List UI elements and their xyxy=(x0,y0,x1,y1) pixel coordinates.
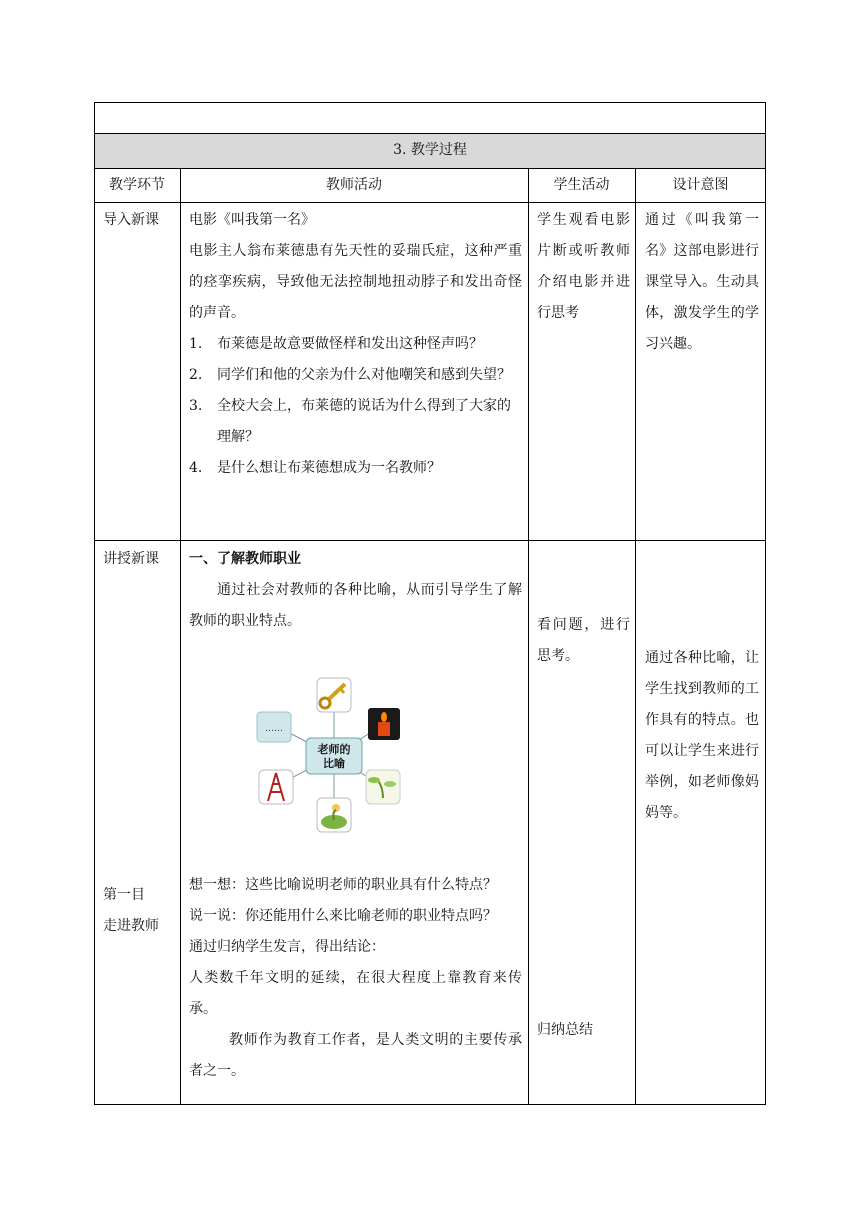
question-3 xyxy=(189,391,522,453)
question-text: 布莱德是故意要做怪样和发出这种怪声吗？ xyxy=(217,336,483,352)
question-2 xyxy=(189,360,522,391)
sprout-icon xyxy=(366,770,400,804)
question-number: 3. xyxy=(189,398,203,414)
border-h2 xyxy=(94,168,766,169)
col-divider-3 xyxy=(635,168,636,1105)
ellipsis-text: …… xyxy=(265,724,283,734)
question-1 xyxy=(189,329,522,360)
col-divider-2 xyxy=(528,168,529,1105)
candle-icon xyxy=(368,708,400,740)
question-number: 1. xyxy=(189,336,203,352)
phase-line-1: 第一目 xyxy=(103,887,145,903)
conclusion-1: 人类数千年文明的延续，在很大程度上靠教育来传承。 xyxy=(189,970,522,1017)
row1-intent: 通过《叫我第一名》这部电影进行课堂导入。生动具体，激发学生的学习兴趣。 xyxy=(645,212,759,352)
lesson-table xyxy=(94,102,766,1105)
ellipsis-box xyxy=(257,712,291,742)
header-phase: 教学环节 xyxy=(109,177,165,193)
header-intent: 设计意图 xyxy=(672,177,729,193)
key-icon xyxy=(317,678,351,712)
ladder-icon xyxy=(259,770,293,804)
section-heading: 一、了解教师职业 xyxy=(189,551,301,567)
question-text: 是什么想让布莱德想成为一名教师？ xyxy=(217,460,441,476)
question-text: 全校大会上，布莱德的说话为什么得到了大家的理解？ xyxy=(217,398,511,445)
col-divider-1 xyxy=(180,168,181,1105)
row2-intent: 通过各种比喻，让学生找到教师的工作具有的特点。也可以让学生来进行举例，如老师像妈妈等。 xyxy=(645,650,759,821)
border-h3 xyxy=(94,202,766,203)
row2-phase-top: 讲授新课 xyxy=(103,551,159,567)
header-teacher: 教师活动 xyxy=(326,177,382,193)
border-h4 xyxy=(94,540,766,541)
seedling-icon xyxy=(317,798,351,832)
conclude-prompt: 通过归纳学生发言，得出结论： xyxy=(189,939,385,955)
header-student: 学生活动 xyxy=(553,177,610,193)
row1-phase: 导入新课 xyxy=(103,212,159,228)
row2-teacher-top xyxy=(189,544,522,637)
border-h1 xyxy=(94,133,766,134)
think-prompt: 想一想：这些比喻说明老师的职业具有什么特点？ xyxy=(189,877,497,893)
hub-label-1: 老师的 xyxy=(317,743,351,756)
row1-student: 学生观看电影片断或听教师介绍电影并进行思考 xyxy=(537,212,630,321)
question-number: 2. xyxy=(189,367,203,383)
phase-line-2: 走进教师 xyxy=(103,918,159,934)
row2-student-bottom: 归纳总结 xyxy=(537,1022,593,1038)
row1-teacher xyxy=(189,205,522,484)
border-right xyxy=(765,102,766,1105)
movie-title: 电影《叫我第一名》 xyxy=(189,212,315,228)
movie-intro: 电影主人翁布莱德患有先天性的妥瑞氏症，这种严重的痉挛疾病，导致他无法控制地扭动脖子和发出奇怪的声音。 xyxy=(189,243,522,321)
row2-student-top: 看问题，进行思考。 xyxy=(537,617,630,664)
intro-paragraph: 通过社会对教师的各种比喻，从而引导学生了解教师的职业特点。 xyxy=(189,582,522,629)
teacher-metaphor-mindmap xyxy=(254,674,414,834)
border-left xyxy=(94,102,95,1105)
border-bottom xyxy=(94,1104,766,1105)
border-top xyxy=(94,102,766,103)
section-title: 3. 教学过程 xyxy=(393,142,467,158)
hub-label-2: 比喻 xyxy=(323,757,345,770)
conclusion-2: 教师作为教育工作者，是人类文明的主要传承者之一。 xyxy=(189,1032,522,1079)
question-number: 4. xyxy=(189,460,203,476)
row2-teacher-bottom xyxy=(189,870,522,1087)
question-text: 同学们和他的父亲为什么对他嘲笑和感到失望？ xyxy=(217,367,511,383)
row2-phase-bottom xyxy=(103,880,179,942)
question-4 xyxy=(189,453,522,484)
say-prompt: 说一说：你还能用什么来比喻老师的职业特点吗？ xyxy=(189,908,497,924)
